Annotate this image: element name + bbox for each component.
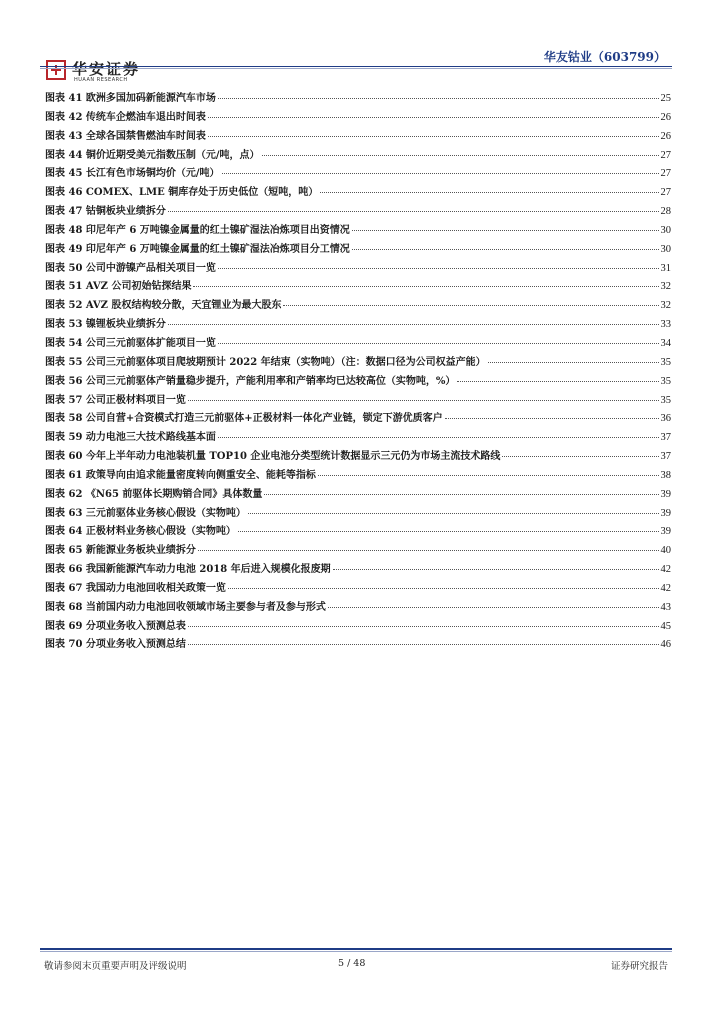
toc-entry-page: 26	[660, 130, 671, 142]
toc-entry[interactable]	[45, 579, 671, 598]
header-divider	[40, 66, 672, 67]
toc-entry-page: 38	[660, 469, 671, 481]
toc-leader-dots	[208, 117, 659, 118]
toc-entry-label: 图表 43 全球各国禁售燃油车时间表	[45, 130, 206, 142]
toc-entry-page: 42	[660, 564, 671, 576]
toc-leader-dots	[218, 437, 659, 438]
toc-entry-label: 图表 56 公司三元前驱体产销量稳步提升，产能利用率和产销率均已达较高位（实物吨，%）	[45, 375, 456, 387]
footer-divider	[40, 948, 672, 950]
toc-entry[interactable]	[45, 164, 671, 183]
toc-leader-dots	[283, 305, 658, 306]
toc-leader-dots	[318, 475, 659, 476]
toc-entry-page: 39	[660, 488, 671, 500]
toc-entry-page: 39	[660, 507, 671, 519]
figure-list	[45, 89, 671, 654]
toc-entry-label: 图表 44 铜价近期受美元指数压制（元/吨，点）	[45, 149, 260, 161]
toc-leader-dots	[328, 607, 659, 608]
toc-entry-page: 39	[660, 526, 671, 538]
toc-entry-page: 30	[660, 224, 671, 236]
toc-entry-page: 46	[660, 639, 671, 651]
toc-entry-label: 图表 58 公司自营+合资模式打造三元前驱体+正极材料一体化产业链，锁定下游优质客户	[45, 413, 443, 425]
toc-entry-label: 图表 69 分项业务收入预测总表	[45, 620, 186, 632]
toc-entry[interactable]	[45, 240, 671, 259]
toc-entry[interactable]	[45, 127, 671, 146]
toc-leader-dots	[198, 550, 659, 551]
toc-leader-dots	[188, 400, 659, 401]
toc-leader-dots	[168, 324, 659, 325]
toc-entry[interactable]	[45, 259, 671, 278]
toc-leader-dots	[193, 286, 658, 287]
toc-leader-dots	[218, 268, 659, 269]
toc-entry[interactable]	[45, 183, 671, 202]
toc-entry-page: 31	[660, 262, 671, 274]
toc-entry-label: 图表 42 传统车企燃油车退出时间表	[45, 111, 206, 123]
toc-leader-dots	[248, 513, 659, 514]
toc-leader-dots	[320, 192, 658, 193]
toc-entry-label: 图表 55 公司三元前驱体项目爬坡期预计 2022 年结束（实物吨）（注：数据口径为公司权益产能）	[45, 356, 486, 368]
logo-subtext: HUAAN RESEARCH	[74, 77, 128, 83]
toc-entry-page: 26	[660, 111, 671, 123]
toc-entry[interactable]	[45, 485, 671, 504]
toc-leader-dots	[445, 418, 659, 419]
toc-entry-page: 37	[660, 451, 671, 463]
page-header	[40, 44, 672, 84]
toc-entry-page: 32	[660, 281, 671, 293]
footer-divider-thin	[40, 951, 672, 952]
toc-entry-page: 37	[660, 432, 671, 444]
toc-entry[interactable]	[45, 221, 671, 240]
toc-entry[interactable]	[45, 466, 671, 485]
toc-entry[interactable]	[45, 315, 671, 334]
toc-leader-dots	[238, 531, 659, 532]
page-number: 5 / 48	[338, 958, 366, 969]
toc-entry-label: 图表 65 新能源业务板块业绩拆分	[45, 545, 196, 557]
toc-leader-dots	[222, 173, 659, 174]
toc-entry-page: 28	[660, 206, 671, 218]
toc-entry-label: 图表 50 公司中游镍产品相关项目一览	[45, 262, 216, 274]
toc-leader-dots	[168, 211, 659, 212]
toc-entry-page: 34	[660, 337, 671, 349]
huaan-logo-icon	[46, 60, 66, 80]
toc-entry-label: 图表 64 正极材料业务核心假设（实物吨）	[45, 526, 236, 538]
toc-entry-page: 27	[660, 149, 671, 161]
toc-entry-page: 27	[660, 168, 671, 180]
toc-leader-dots	[188, 626, 659, 627]
toc-entry-label: 图表 68 当前国内动力电池回收领域市场主要参与者及参与形式	[45, 601, 326, 613]
report-title: 华友钴业（603799）	[543, 50, 666, 64]
toc-entry-page: 33	[660, 319, 671, 331]
toc-entry-page: 43	[660, 601, 671, 613]
toc-leader-dots	[457, 381, 658, 382]
toc-entry[interactable]	[45, 146, 671, 165]
toc-leader-dots	[262, 155, 659, 156]
toc-entry[interactable]	[45, 541, 671, 560]
toc-entry-label: 图表 60 今年上半年动力电池装机量 TOP10 企业电池分类型统计数据显示三元仍为市场主流技术路线	[45, 451, 501, 463]
toc-entry[interactable]	[45, 428, 671, 447]
toc-entry[interactable]	[45, 617, 671, 636]
toc-entry[interactable]	[45, 277, 671, 296]
toc-entry-label: 图表 48 印尼年产 6 万吨镍金属量的红土镍矿湿法冶炼项目出资情况	[45, 224, 350, 236]
toc-entry[interactable]	[45, 409, 671, 428]
toc-entry-label: 图表 66 我国新能源汽车动力电池 2018 年后进入规模化报废期	[45, 564, 331, 576]
toc-entry-label: 图表 67 我国动力电池回收相关政策一览	[45, 582, 226, 594]
toc-entry[interactable]	[45, 522, 671, 541]
header-divider-thin	[40, 68, 672, 69]
toc-entry[interactable]	[45, 560, 671, 579]
toc-leader-dots	[352, 249, 659, 250]
toc-leader-dots	[218, 98, 659, 99]
toc-leader-dots	[502, 456, 658, 457]
toc-entry-page: 40	[660, 545, 671, 557]
toc-entry-label: 图表 57 公司正极材料项目一览	[45, 394, 186, 406]
footer-disclaimer: 敬请参阅末页重要声明及评级说明	[44, 961, 187, 972]
toc-entry[interactable]	[45, 353, 671, 372]
toc-entry[interactable]	[45, 202, 671, 221]
toc-entry-label: 图表 47 钴铜板块业绩拆分	[45, 206, 166, 218]
toc-entry-label: 图表 59 动力电池三大技术路线基本面	[45, 432, 216, 444]
toc-entry-page: 25	[660, 93, 671, 104]
toc-leader-dots	[333, 569, 659, 570]
toc-entry-label: 图表 46 COMEX、LME 铜库存处于历史低位（短吨，吨）	[45, 187, 319, 199]
toc-leader-dots	[228, 588, 659, 589]
logo-text: 华安证券	[72, 60, 141, 78]
toc-entry-page: 42	[660, 582, 671, 594]
toc-entry-label: 图表 53 镍锂板块业绩拆分	[45, 319, 166, 331]
toc-entry[interactable]	[45, 372, 671, 391]
toc-entry-label: 图表 70 分项业务收入预测总结	[45, 639, 186, 651]
toc-entry-label: 图表 54 公司三元前驱体扩能项目一览	[45, 337, 216, 349]
toc-entry-label: 图表 62 《N65 前驱体长期购销合同》具体数量	[45, 488, 263, 500]
toc-entry-page: 27	[660, 187, 671, 199]
toc-leader-dots	[188, 644, 659, 645]
toc-entry-label: 图表 52 AVZ 股权结构较分散，天宜锂业为最大股东	[45, 300, 282, 312]
toc-entry-page: 30	[660, 243, 671, 255]
toc-entry-label: 图表 63 三元前驱体业务核心假设（实物吨）	[45, 507, 246, 519]
toc-entry-page: 35	[660, 394, 671, 406]
toc-entry-page: 36	[660, 413, 671, 425]
page-footer	[40, 948, 672, 978]
toc-entry-page: 32	[660, 300, 671, 312]
toc-entry[interactable]	[45, 108, 671, 127]
toc-entry[interactable]	[45, 635, 671, 654]
toc-leader-dots	[352, 230, 659, 231]
toc-leader-dots	[218, 343, 659, 344]
toc-entry[interactable]	[45, 504, 671, 523]
toc-entry[interactable]	[45, 598, 671, 617]
toc-entry-label: 图表 61 政策导向由追求能量密度转向侧重安全、能耗等指标	[45, 469, 316, 481]
toc-entry-label: 图表 41 欧洲多国加码新能源汽车市场	[45, 93, 216, 104]
toc-entry-label: 图表 51 AVZ 公司初始钻探结果	[45, 281, 192, 293]
toc-entry[interactable]	[45, 447, 671, 466]
toc-entry-page: 35	[660, 375, 671, 387]
toc-entry[interactable]	[45, 89, 671, 108]
toc-entry[interactable]	[45, 334, 671, 353]
toc-leader-dots	[264, 494, 658, 495]
footer-report-type: 证券研究报告	[610, 961, 668, 972]
toc-leader-dots	[488, 362, 659, 363]
toc-entry[interactable]	[45, 296, 671, 315]
toc-entry[interactable]	[45, 391, 671, 410]
toc-entry-page: 35	[660, 356, 671, 368]
toc-leader-dots	[208, 136, 659, 137]
toc-entry-page: 45	[660, 620, 671, 632]
toc-entry-label: 图表 49 印尼年产 6 万吨镍金属量的红土镍矿湿法冶炼项目分工情况	[45, 243, 350, 255]
toc-entry-label: 图表 45 长江有色市场铜均价（元/吨）	[45, 168, 220, 180]
